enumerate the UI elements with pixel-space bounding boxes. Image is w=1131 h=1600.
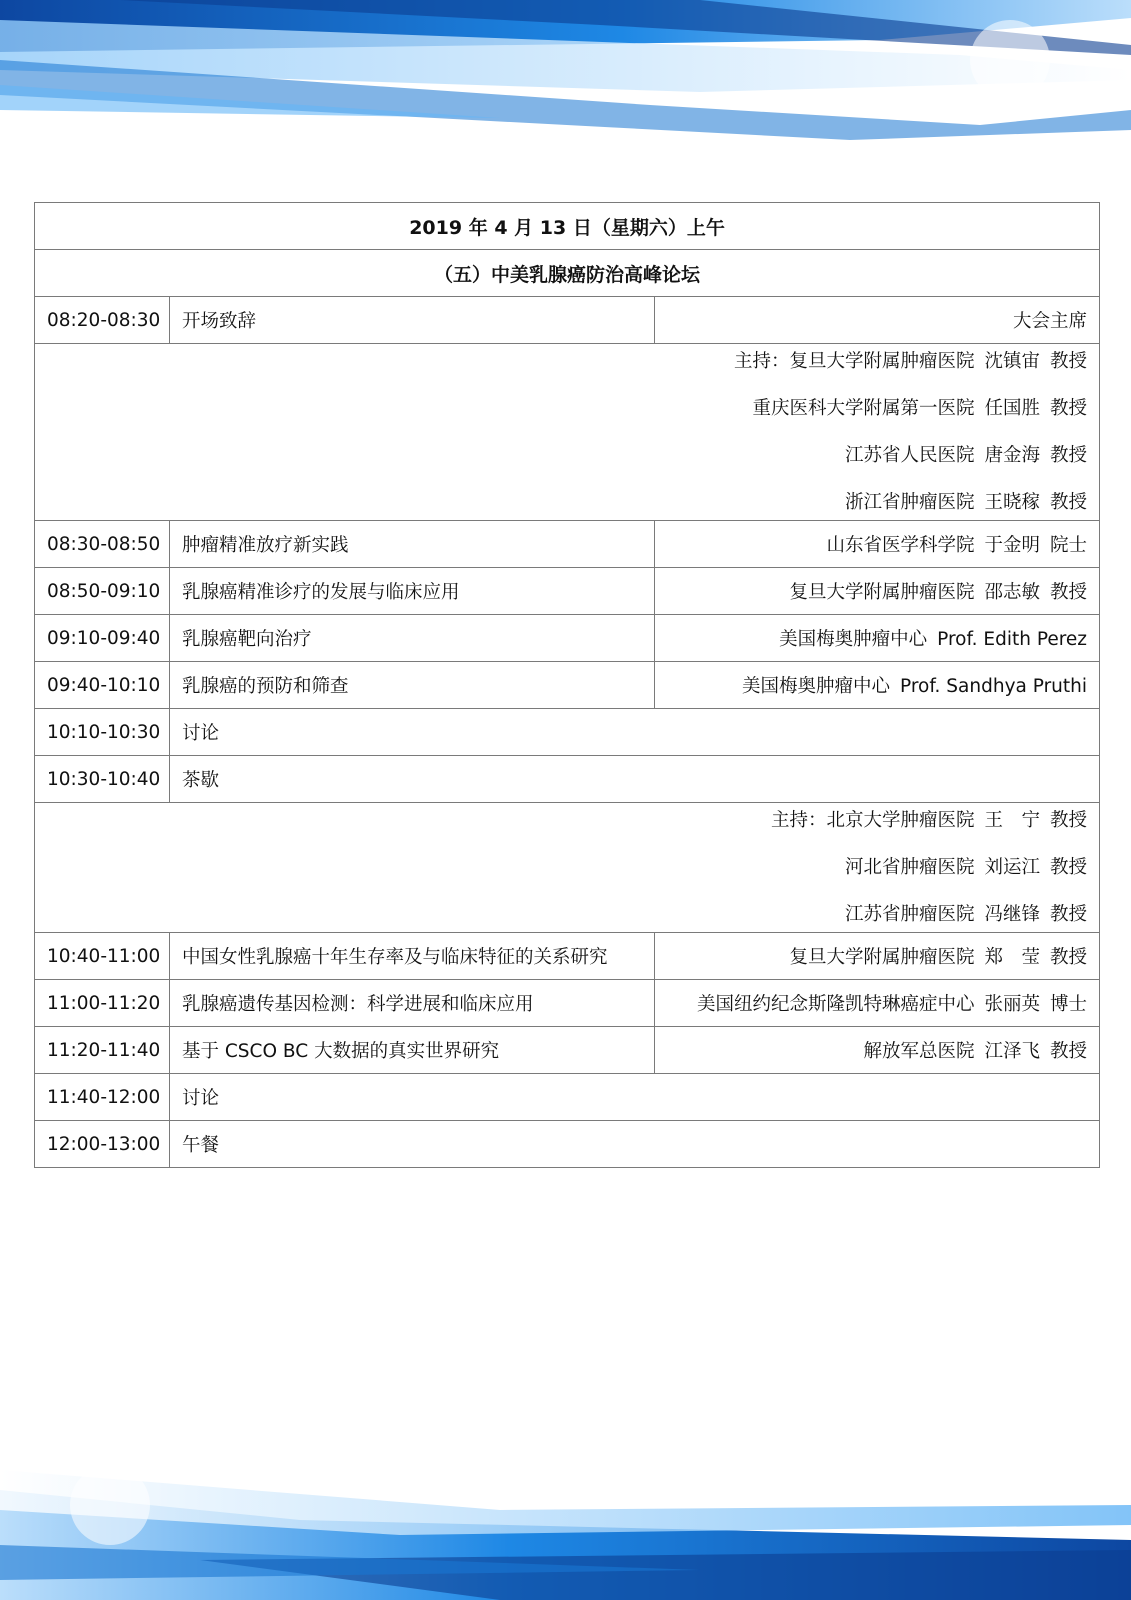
speaker-cell	[655, 980, 1100, 1027]
talk-row	[35, 615, 1100, 662]
moderator-name: 唐金海	[984, 445, 1041, 466]
moderator-title: 教授	[1050, 445, 1088, 466]
speaker-cell	[655, 662, 1100, 709]
moderator-name: 王 宁	[984, 810, 1041, 831]
break-label: 讨论	[170, 709, 1100, 756]
moderator-list	[47, 803, 1087, 933]
break-label: 茶歇	[170, 756, 1100, 803]
opening-row	[35, 297, 1100, 344]
speaker-title: 教授	[1050, 582, 1088, 603]
speaker-org: 美国梅奥肿瘤中心	[742, 676, 891, 697]
time-cell: 08:50-09:10	[35, 568, 170, 615]
session-row	[35, 250, 1100, 297]
top-banner-graphic	[0, 0, 1131, 150]
speaker-cell	[655, 568, 1100, 615]
moderator-name: 王晓稼	[984, 492, 1041, 513]
time-cell: 09:10-09:40	[35, 615, 170, 662]
time-cell: 10:40-11:00	[35, 933, 170, 980]
break-row	[35, 756, 1100, 803]
time-cell: 11:40-12:00	[35, 1074, 170, 1121]
time-cell: 09:40-10:10	[35, 662, 170, 709]
talk-row	[35, 568, 1100, 615]
moderator-prefix: 主持：	[733, 351, 790, 372]
topic-cell: 基于 CSCO BC 大数据的真实世界研究	[170, 1027, 655, 1074]
speaker-org: 山东省医学科学院	[826, 535, 975, 556]
date-row	[35, 203, 1100, 250]
time-cell: 08:20-08:30	[35, 297, 170, 344]
moderators-row-2	[35, 803, 1100, 933]
break-label: 讨论	[170, 1074, 1100, 1121]
moderator-name: 刘运江	[984, 857, 1041, 878]
speaker-org: 美国纽约纪念斯隆凯特琳癌症中心	[696, 994, 975, 1015]
moderator-line	[47, 479, 1087, 521]
speaker-cell	[655, 615, 1100, 662]
talk-row	[35, 933, 1100, 980]
speaker-org: 复旦大学附属肿瘤医院	[789, 582, 975, 603]
top-banner	[0, 0, 1131, 150]
speaker-title: 教授	[1050, 947, 1088, 968]
speaker-cell	[655, 933, 1100, 980]
moderator-line	[47, 803, 1087, 845]
moderator-name: 沈镇宙	[984, 351, 1041, 372]
break-row	[35, 1121, 1100, 1168]
moderator-title: 教授	[1050, 904, 1088, 925]
moderator-title: 教授	[1050, 857, 1088, 878]
topic-cell: 乳腺癌精准诊疗的发展与临床应用	[170, 568, 655, 615]
talk-row	[35, 662, 1100, 709]
break-row	[35, 709, 1100, 756]
moderator-line	[47, 432, 1087, 479]
moderator-prefix: 主持：	[770, 810, 827, 831]
bottom-banner	[0, 1450, 1131, 1600]
talk-row	[35, 521, 1100, 568]
speaker-name: 郑 莹	[984, 947, 1041, 968]
moderator-title: 教授	[1050, 398, 1088, 419]
moderator-org: 河北省肿瘤医院	[844, 857, 975, 878]
date-heading: 2019 年 4 月 13 日（星期六）上午	[35, 203, 1100, 250]
speaker-org: 复旦大学附属肿瘤医院	[789, 947, 975, 968]
moderator-org: 浙江省肿瘤医院	[844, 492, 975, 513]
moderator-org: 江苏省肿瘤医院	[844, 904, 975, 925]
moderator-line	[47, 891, 1087, 933]
moderator-line	[47, 844, 1087, 891]
moderator-title: 教授	[1050, 351, 1088, 372]
speaker-title: 院士	[1050, 535, 1088, 556]
moderator-org: 重庆医科大学附属第一医院	[752, 398, 975, 419]
moderator-list	[47, 344, 1087, 521]
topic-cell: 中国女性乳腺癌十年生存率及与临床特征的关系研究	[170, 933, 655, 980]
time-cell: 10:10-10:30	[35, 709, 170, 756]
bottom-banner-graphic	[0, 1450, 1131, 1600]
break-row	[35, 1074, 1100, 1121]
moderator-line	[47, 344, 1087, 386]
talk-row	[35, 980, 1100, 1027]
moderators-cell	[35, 803, 1100, 933]
speaker-name: 邵志敏	[984, 582, 1041, 603]
time-cell: 08:30-08:50	[35, 521, 170, 568]
moderator-title: 教授	[1050, 810, 1088, 831]
time-cell: 12:00-13:00	[35, 1121, 170, 1168]
topic-cell: 开场致辞	[170, 297, 655, 344]
speaker-title: 教授	[1050, 1041, 1088, 1062]
speaker-name: Prof. Sandhya Pruthi	[900, 676, 1088, 697]
moderator-line	[47, 385, 1087, 432]
speaker-name: 于金明	[984, 535, 1041, 556]
time-cell: 10:30-10:40	[35, 756, 170, 803]
time-cell: 11:00-11:20	[35, 980, 170, 1027]
topic-cell: 乳腺癌的预防和筛查	[170, 662, 655, 709]
speaker-name: 张丽英	[984, 994, 1041, 1015]
moderator-name: 冯继锋	[984, 904, 1041, 925]
moderator-org: 复旦大学附属肿瘤医院	[789, 351, 975, 372]
session-title: （五）中美乳腺癌防治高峰论坛	[35, 250, 1100, 297]
speaker-name: 江泽飞	[984, 1041, 1041, 1062]
speaker-cell	[655, 1027, 1100, 1074]
moderator-name: 任国胜	[984, 398, 1041, 419]
speaker-org: 美国梅奥肿瘤中心	[779, 629, 928, 650]
speaker-name: Prof. Edith Perez	[937, 629, 1088, 650]
time-cell: 11:20-11:40	[35, 1027, 170, 1074]
talk-row	[35, 1027, 1100, 1074]
moderator-org: 北京大学肿瘤医院	[826, 810, 975, 831]
topic-cell: 肿瘤精准放疗新实践	[170, 521, 655, 568]
speaker-cell	[655, 521, 1100, 568]
topic-cell: 乳腺癌遗传基因检测：科学进展和临床应用	[170, 980, 655, 1027]
schedule-table	[34, 202, 1100, 1168]
speaker-cell: 大会主席	[655, 297, 1100, 344]
speaker-org: 解放军总医院	[863, 1041, 975, 1062]
break-label: 午餐	[170, 1121, 1100, 1168]
moderators-row-1	[35, 344, 1100, 521]
moderator-org: 江苏省人民医院	[844, 445, 975, 466]
speaker-title: 博士	[1050, 994, 1088, 1015]
topic-cell: 乳腺癌靶向治疗	[170, 615, 655, 662]
moderator-title: 教授	[1050, 492, 1088, 513]
moderators-cell	[35, 344, 1100, 521]
